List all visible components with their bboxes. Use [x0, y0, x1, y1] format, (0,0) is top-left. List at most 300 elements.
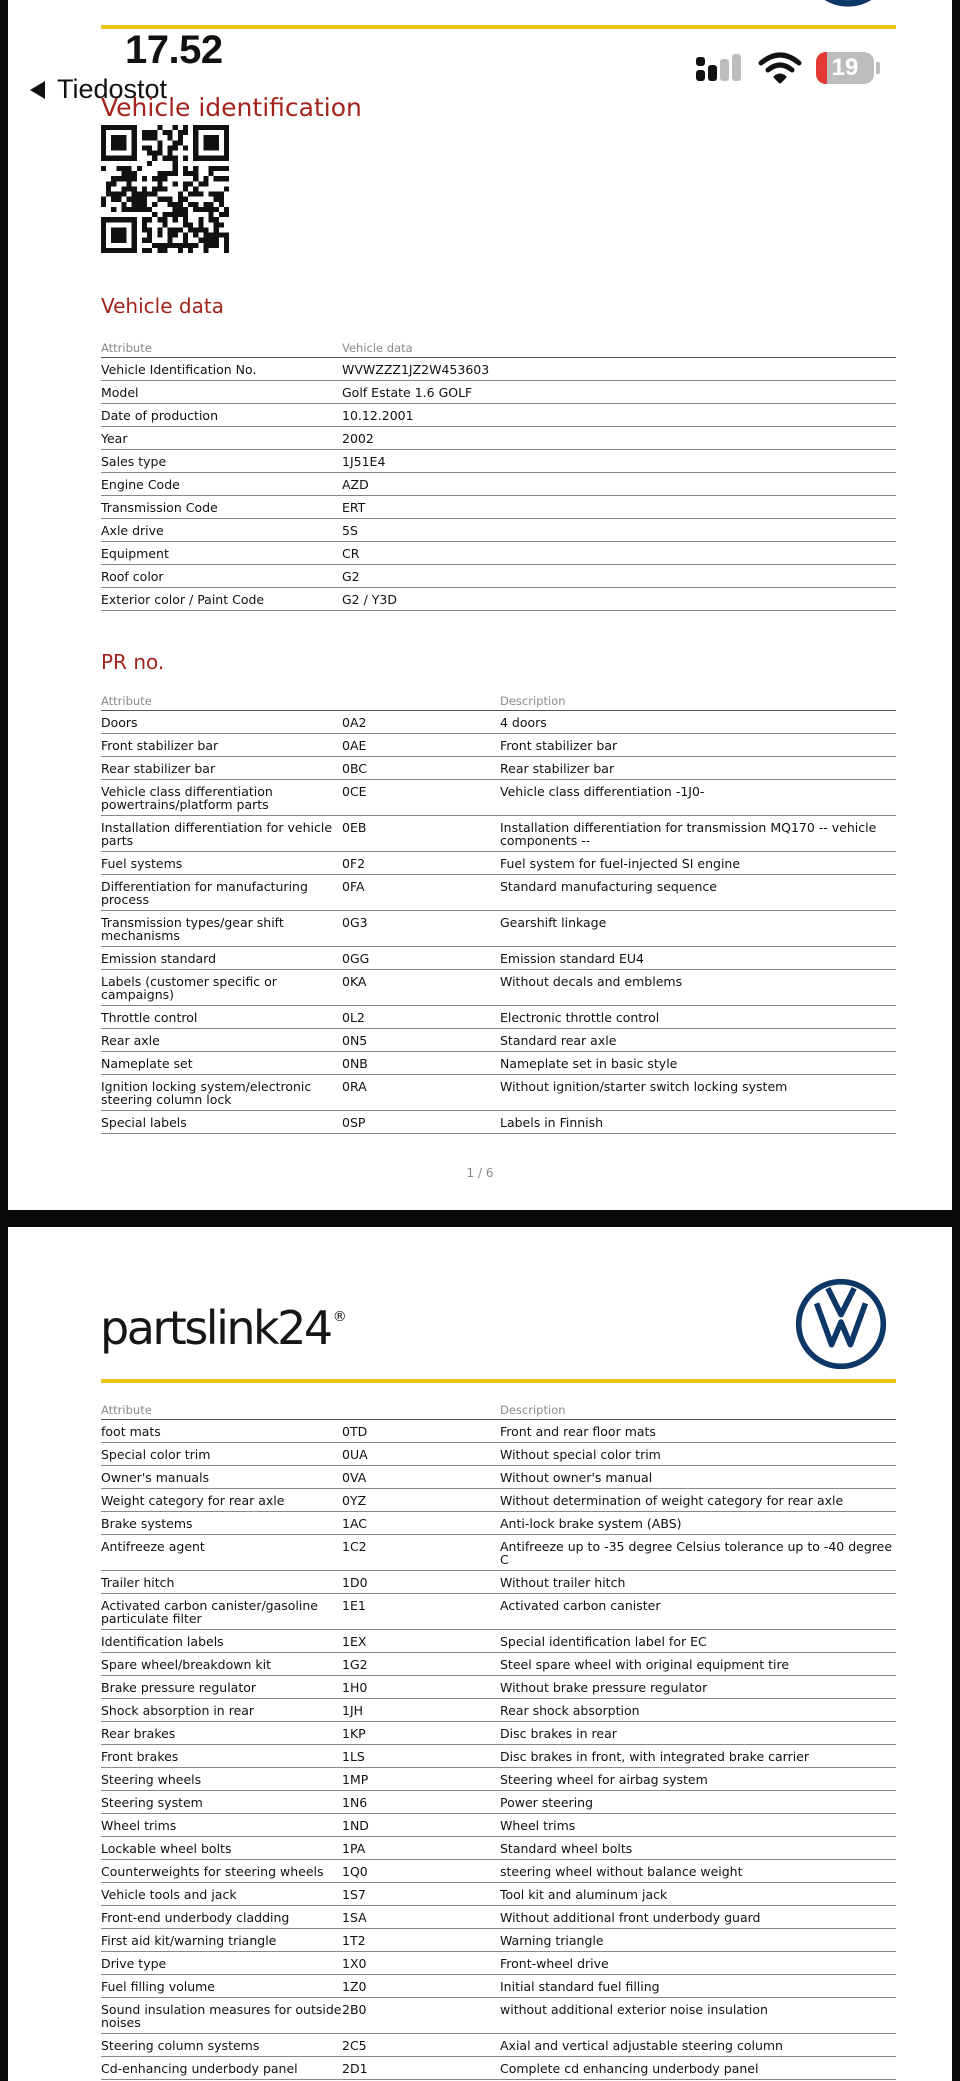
cell-text: Without decals and emblems — [500, 974, 683, 989]
table-row — [101, 1630, 896, 1653]
table-cell — [500, 2034, 896, 2057]
table-cell — [500, 816, 896, 852]
table-cell — [101, 1653, 342, 1676]
cell-text: 1Q0 — [342, 1864, 368, 1879]
pr-number-table — [101, 692, 896, 1134]
cell-text: 0SP — [342, 1115, 366, 1130]
table-cell — [500, 2057, 896, 2080]
cell-text: 0F2 — [342, 856, 366, 871]
cell-text: Exterior color / Paint Code — [101, 592, 265, 607]
cell-text: Rear shock absorption — [500, 1703, 640, 1718]
cell-text: Trailer hitch — [101, 1575, 175, 1590]
cell-text: Rear axle — [101, 1033, 160, 1048]
cell-text: 1KP — [342, 1726, 366, 1741]
table-cell — [500, 1906, 896, 1929]
table-row — [101, 1443, 896, 1466]
cell-text: ERT — [342, 500, 366, 515]
back-label: Tiedostot — [57, 74, 168, 104]
cell-text: 1X0 — [342, 1956, 367, 1971]
table-cell — [500, 911, 896, 947]
cell-text: Rear brakes — [101, 1726, 176, 1741]
table-row — [101, 1075, 896, 1111]
table-row — [101, 427, 896, 450]
column-header: Description — [500, 692, 896, 711]
cell-text: Drive type — [101, 1956, 167, 1971]
table-cell — [342, 1006, 500, 1029]
cell-text: Engine Code — [101, 477, 180, 492]
cell-text: 1G2 — [342, 1657, 368, 1672]
cell-text: Without owner's manual — [500, 1470, 653, 1485]
table-cell — [342, 2034, 500, 2057]
cell-text: Roof color — [101, 569, 164, 584]
table-cell — [101, 1420, 342, 1443]
table-cell — [342, 970, 500, 1006]
table-cell — [342, 1860, 500, 1883]
cell-text: Brake systems — [101, 1516, 193, 1531]
table-cell — [342, 734, 500, 757]
brand-name: partslink24 — [100, 1301, 331, 1355]
cell-text: 1EX — [342, 1634, 367, 1649]
table-row — [101, 1745, 896, 1768]
cell-text: 1C2 — [342, 1539, 367, 1554]
cell-text: Steering wheel for airbag system — [500, 1772, 708, 1787]
cell-text: Initial standard fuel filling — [500, 1979, 660, 1994]
cell-text: Rear stabilizer bar — [101, 761, 216, 776]
table-row — [101, 1837, 896, 1860]
header-rule — [101, 1379, 896, 1383]
cell-text: Identification labels — [101, 1634, 224, 1649]
cell-text: Cd-enhancing underbody panel — [101, 2061, 298, 2076]
cell-text: Labels (customer specific or campaigns) — [101, 974, 277, 1002]
table-cell — [342, 1699, 500, 1722]
table-row — [101, 911, 896, 947]
cell-text: Special identification label for EC — [500, 1634, 707, 1649]
page-number: 1 / 6 — [466, 1166, 494, 1180]
cell-text: 1N6 — [342, 1795, 368, 1810]
table-row — [101, 1906, 896, 1929]
cell-text: Without trailer hitch — [500, 1575, 626, 1590]
cell-text: Installation differentiation for transmission MQ170 -- vehicle components -- — [500, 820, 877, 848]
column-header: Vehicle data — [342, 339, 896, 358]
table-cell — [342, 1837, 500, 1860]
table-cell — [101, 2057, 342, 2080]
table-cell — [101, 711, 342, 734]
cell-text: Date of production — [101, 408, 218, 423]
pr-number-title: PR no. — [101, 650, 165, 674]
table-row — [101, 1535, 896, 1571]
table-cell — [101, 757, 342, 780]
cell-text: WVWZZZ1JZ2W453603 — [342, 362, 490, 377]
table-cell — [342, 780, 500, 816]
cell-text: 0L2 — [342, 1010, 365, 1025]
table-cell — [342, 947, 500, 970]
table-cell — [342, 1630, 500, 1653]
cell-text: Steering system — [101, 1795, 203, 1810]
cell-text: Sales type — [101, 454, 167, 469]
table-row — [101, 1571, 896, 1594]
table-cell — [500, 1768, 896, 1791]
table-cell — [101, 1860, 342, 1883]
cell-text: 1LS — [342, 1749, 365, 1764]
table-cell — [101, 1699, 342, 1722]
table-cell — [101, 1837, 342, 1860]
table-cell — [101, 1075, 342, 1111]
cell-text: 0EB — [342, 820, 367, 835]
cell-text: 1PA — [342, 1841, 366, 1856]
table-cell — [500, 1466, 896, 1489]
qr-code-icon — [101, 125, 229, 253]
cell-text: 1E1 — [342, 1598, 366, 1613]
table-cell — [500, 1489, 896, 1512]
table-cell — [342, 565, 896, 588]
table-cell — [101, 1489, 342, 1512]
table-cell — [500, 757, 896, 780]
cell-text: Front stabilizer bar — [101, 738, 219, 753]
cell-text: Special labels — [101, 1115, 187, 1130]
table-cell — [101, 1466, 342, 1489]
table-cell — [101, 1052, 342, 1075]
cell-text: Front and rear floor mats — [500, 1424, 656, 1439]
cell-text: Disc brakes in front, with integrated brake carrier — [500, 1749, 810, 1764]
table-cell — [101, 816, 342, 852]
cell-text: G2 — [342, 569, 360, 584]
cell-text: 1J51E4 — [342, 454, 386, 469]
cell-text: Without brake pressure regulator — [500, 1680, 708, 1695]
table-row — [101, 450, 896, 473]
table-row — [101, 1006, 896, 1029]
cellular-signal-icon — [694, 53, 744, 83]
cell-text: AZD — [342, 477, 369, 492]
table-cell — [500, 1571, 896, 1594]
table-cell — [342, 1676, 500, 1699]
table-cell — [342, 404, 896, 427]
cell-text: Front stabilizer bar — [500, 738, 618, 753]
cell-text: 0YZ — [342, 1493, 367, 1508]
table-cell — [101, 450, 342, 473]
cell-text: Emission standard — [101, 951, 217, 966]
table-cell — [500, 1952, 896, 1975]
table-row — [101, 1512, 896, 1535]
cell-text: Without special color trim — [500, 1447, 661, 1462]
cell-text: Front-wheel drive — [500, 1956, 609, 1971]
table-cell — [101, 1594, 342, 1630]
cell-text: 0TD — [342, 1424, 368, 1439]
table-cell — [342, 1512, 500, 1535]
cell-text: Standard manufacturing sequence — [500, 879, 717, 894]
pr-number-table-continued — [101, 1401, 896, 2080]
column-header: Attribute — [101, 1401, 342, 1420]
table-cell — [342, 1768, 500, 1791]
cell-text: Steering wheels — [101, 1772, 202, 1787]
cell-text: Vehicle tools and jack — [101, 1887, 237, 1902]
cell-text: Nameplate set in basic style — [500, 1056, 678, 1071]
cell-text: 1AC — [342, 1516, 368, 1531]
table-cell — [101, 1929, 342, 1952]
table-cell — [500, 1699, 896, 1722]
table-cell — [342, 1929, 500, 1952]
cell-text: Antifreeze up to -35 degree Celsius tolerance up to -40 degree C — [500, 1539, 893, 1567]
cell-text: 2B0 — [342, 2002, 367, 2017]
table-cell — [342, 1571, 500, 1594]
table-cell — [342, 1883, 500, 1906]
cell-text: CR — [342, 546, 360, 561]
cell-text: Brake pressure regulator — [101, 1680, 257, 1695]
table-cell — [500, 1111, 896, 1134]
table-cell — [342, 427, 896, 450]
table-cell — [101, 1791, 342, 1814]
cell-text: Front brakes — [101, 1749, 179, 1764]
cell-text: 10.12.2001 — [342, 408, 414, 423]
table-cell — [342, 1075, 500, 1111]
cell-text: 0UA — [342, 1447, 368, 1462]
table-row — [101, 381, 896, 404]
table-cell — [101, 1722, 342, 1745]
cell-text: Installation differentiation for vehicle parts — [101, 820, 333, 848]
cell-text: Equipment — [101, 546, 169, 561]
table-cell — [101, 1029, 342, 1052]
table-row — [101, 2057, 896, 2080]
table-row — [101, 1489, 896, 1512]
table-row — [101, 757, 896, 780]
table-cell — [500, 1443, 896, 1466]
table-cell — [101, 875, 342, 911]
table-cell — [101, 1676, 342, 1699]
table-row — [101, 711, 896, 734]
cell-text: Without additional front underbody guard — [500, 1910, 761, 1925]
battery-percent: 19 — [831, 54, 859, 81]
table-row — [101, 1768, 896, 1791]
table-cell — [500, 1006, 896, 1029]
table-cell — [101, 1745, 342, 1768]
table-row — [101, 496, 896, 519]
document-page-2 — [8, 1227, 952, 2081]
table-cell — [101, 381, 342, 404]
table-cell — [342, 1952, 500, 1975]
table-row — [101, 519, 896, 542]
table-row — [101, 1883, 896, 1906]
table-cell — [101, 1006, 342, 1029]
table-cell — [101, 1571, 342, 1594]
cell-text: 0KA — [342, 974, 367, 989]
table-cell — [500, 1745, 896, 1768]
cell-text: G2 / Y3D — [342, 592, 398, 607]
cell-text: 5S — [342, 523, 358, 538]
cell-text: Wheel trims — [101, 1818, 177, 1833]
cell-text: Activated carbon canister/gasoline particulate filter — [101, 1598, 318, 1626]
cell-text: 2D1 — [342, 2061, 368, 2076]
back-arrow-icon — [30, 81, 45, 99]
table-cell — [101, 1630, 342, 1653]
document-page-1 — [8, 0, 952, 1210]
table-cell — [101, 1512, 342, 1535]
table-row — [101, 734, 896, 757]
table-row — [101, 875, 896, 911]
cell-text: Doors — [101, 715, 138, 730]
table-row — [101, 816, 896, 852]
table-cell — [342, 1791, 500, 1814]
cell-text: Shock absorption in rear — [101, 1703, 255, 1718]
table-cell — [342, 496, 896, 519]
table-cell — [500, 1998, 896, 2034]
table-cell — [101, 1768, 342, 1791]
table-row — [101, 565, 896, 588]
table-cell — [342, 1722, 500, 1745]
table-row — [101, 1594, 896, 1630]
table-cell — [342, 358, 896, 381]
table-row — [101, 1791, 896, 1814]
cell-text: Throttle control — [101, 1010, 198, 1025]
cell-text: Steel spare wheel with original equipment tire — [500, 1657, 790, 1672]
table-cell — [342, 1745, 500, 1768]
table-cell — [101, 1111, 342, 1134]
cell-text: 0A2 — [342, 715, 367, 730]
table-cell — [101, 1975, 342, 1998]
table-cell — [342, 2057, 500, 2080]
table-cell — [342, 875, 500, 911]
cell-text: 0VA — [342, 1470, 367, 1485]
table-row — [101, 542, 896, 565]
table-cell — [500, 1535, 896, 1571]
cell-text: 1D0 — [342, 1575, 368, 1590]
table-cell — [342, 1594, 500, 1630]
table-cell — [500, 947, 896, 970]
table-row — [101, 1653, 896, 1676]
cell-text: 1H0 — [342, 1680, 368, 1695]
table-cell — [342, 1535, 500, 1571]
cell-text: 0AE — [342, 738, 367, 753]
cell-text: Without ignition/starter switch locking system — [500, 1079, 788, 1094]
cell-text: 0NB — [342, 1056, 368, 1071]
cell-text: Vehicle class differentiation -1J0- — [500, 784, 705, 799]
cell-text: Wheel trims — [500, 1818, 576, 1833]
cell-text: Gearshift linkage — [500, 915, 607, 930]
volkswagen-logo-icon — [802, 0, 894, 12]
cell-text: Emission standard EU4 — [500, 951, 645, 966]
table-cell — [342, 1653, 500, 1676]
column-header — [342, 1401, 500, 1420]
table-cell — [342, 1489, 500, 1512]
table-row — [101, 970, 896, 1006]
table-cell — [101, 1535, 342, 1571]
table-cell — [101, 1952, 342, 1975]
table-cell — [342, 852, 500, 875]
table-cell — [342, 450, 896, 473]
table-cell — [342, 381, 896, 404]
table-cell — [101, 1443, 342, 1466]
registered-mark: ® — [332, 1309, 347, 1325]
cell-text: Spare wheel/breakdown kit — [101, 1657, 271, 1672]
table-cell — [342, 1029, 500, 1052]
cell-text: Lockable wheel bolts — [101, 1841, 232, 1856]
table-row — [101, 1676, 896, 1699]
cell-text: 0BC — [342, 761, 368, 776]
table-cell — [101, 519, 342, 542]
cell-text: Fuel system for fuel-injected SI engine — [500, 856, 741, 871]
battery-tip — [876, 62, 880, 74]
table-cell — [500, 1883, 896, 1906]
cell-text: Standard rear axle — [500, 1033, 617, 1048]
cell-text: Activated carbon canister — [500, 1598, 661, 1613]
cell-text: 1JH — [342, 1703, 364, 1718]
table-cell — [500, 780, 896, 816]
cell-text: Fuel systems — [101, 856, 183, 871]
table-cell — [342, 911, 500, 947]
battery-level-fill — [816, 52, 827, 84]
cell-text: 1MP — [342, 1772, 369, 1787]
table-cell — [500, 1814, 896, 1837]
table-cell — [101, 496, 342, 519]
table-row — [101, 780, 896, 816]
table-cell — [500, 1975, 896, 1998]
table-cell — [342, 1111, 500, 1134]
table-row — [101, 404, 896, 427]
table-row — [101, 1975, 896, 1998]
table-row — [101, 1998, 896, 2034]
table-cell — [101, 1906, 342, 1929]
table-cell — [101, 1883, 342, 1906]
table-cell — [101, 852, 342, 875]
table-row — [101, 1029, 896, 1052]
table-cell — [500, 1860, 896, 1883]
cell-text: Golf Estate 1.6 GOLF — [342, 385, 473, 400]
cell-text: Fuel filling volume — [101, 1979, 215, 1994]
vehicle-data-title: Vehicle data — [101, 294, 224, 318]
table-cell — [101, 1814, 342, 1837]
cell-text: 1S7 — [342, 1887, 366, 1902]
table-cell — [500, 1594, 896, 1630]
table-cell — [101, 911, 342, 947]
cell-text: Steering column systems — [101, 2038, 260, 2053]
cell-text: Weight category for rear axle — [101, 1493, 285, 1508]
table-row — [101, 1420, 896, 1443]
table-cell — [101, 734, 342, 757]
table-row — [101, 1111, 896, 1134]
table-cell — [101, 565, 342, 588]
cell-text: Rear stabilizer bar — [500, 761, 615, 776]
column-header — [342, 692, 500, 711]
table-row — [101, 1814, 896, 1837]
table-cell — [500, 711, 896, 734]
cell-text: Anti-lock brake system (ABS) — [500, 1516, 682, 1531]
volkswagen-logo-icon — [794, 1277, 888, 1371]
table-row — [101, 1052, 896, 1075]
cell-text: steering wheel without balance weight — [500, 1864, 743, 1879]
cell-text: 1Z0 — [342, 1979, 367, 1994]
table-row — [101, 473, 896, 496]
table-cell — [342, 1420, 500, 1443]
cell-text: without additional exterior noise insulation — [500, 2002, 768, 2017]
cell-text: Complete cd enhancing underbody panel — [500, 2061, 759, 2076]
table-cell — [500, 1791, 896, 1814]
cell-text: Front-end underbody cladding — [101, 1910, 290, 1925]
cell-text: Antifreeze agent — [101, 1539, 205, 1554]
battery-icon — [816, 52, 874, 84]
cell-text: 4 doors — [500, 715, 547, 730]
table-cell — [500, 1052, 896, 1075]
table-cell — [101, 473, 342, 496]
table-row — [101, 588, 896, 611]
cell-text: Year — [101, 431, 128, 446]
cell-text: 0N5 — [342, 1033, 368, 1048]
table-cell — [101, 542, 342, 565]
cell-text: 1ND — [342, 1818, 369, 1833]
cell-text: 0FA — [342, 879, 365, 894]
cell-text: Standard wheel bolts — [500, 1841, 633, 1856]
cell-text: 1SA — [342, 1910, 367, 1925]
table-cell — [101, 970, 342, 1006]
table-cell — [101, 427, 342, 450]
table-row — [101, 1722, 896, 1745]
